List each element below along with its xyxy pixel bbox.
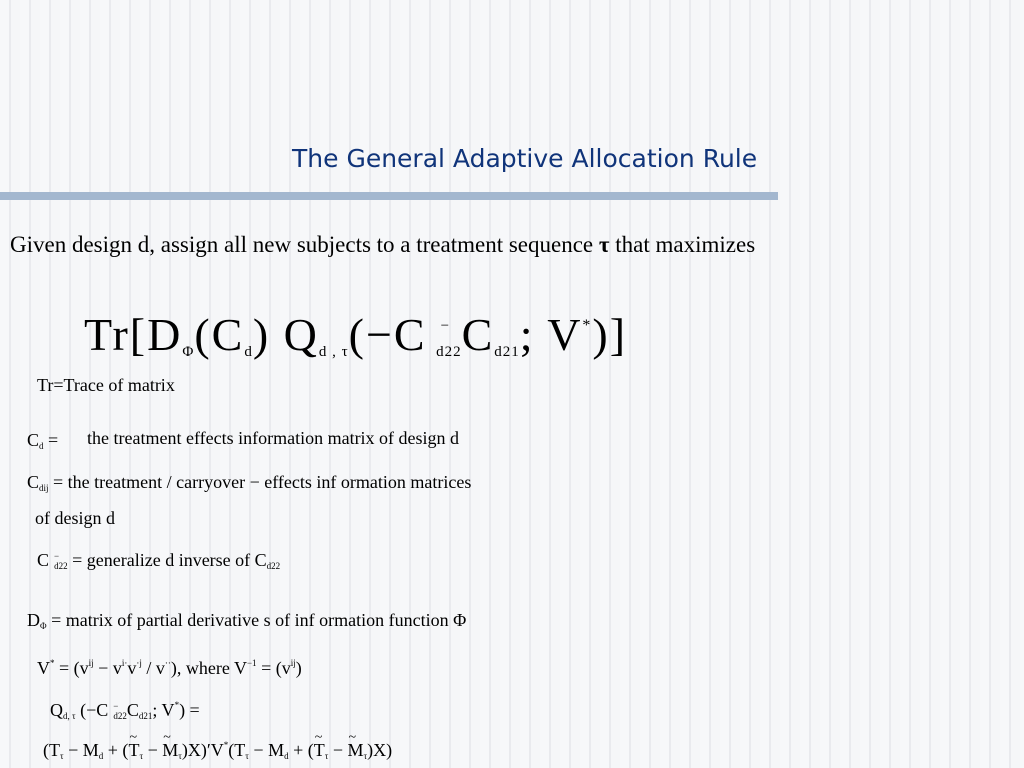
- vstar-definition: [37, 658, 302, 679]
- formula-sup: ··: [164, 658, 171, 668]
- formula-part: ) Q: [252, 309, 319, 360]
- formula-sub: d21: [494, 344, 520, 360]
- formula-part: ): [295, 658, 302, 678]
- formula-sub: d, τ: [63, 711, 76, 721]
- cd-symbol: [27, 430, 58, 451]
- intro-text-before: Given design d, assign all new subjects to a treatment sequence: [10, 232, 599, 257]
- sub-d22: d22: [54, 561, 68, 571]
- formula-sub: τ: [245, 751, 249, 761]
- formula-part: / v: [141, 658, 165, 678]
- equals-sign: =: [43, 430, 59, 450]
- formula-sup: ·j: [136, 658, 142, 668]
- formula-part: ; V: [152, 700, 175, 720]
- formula-sup: *: [223, 740, 229, 750]
- m-tilde: ~ M: [162, 740, 178, 761]
- formula-part: (−C: [348, 309, 427, 360]
- formula-part: (C: [194, 309, 245, 360]
- formula-part: V: [37, 658, 50, 678]
- formula-part: − M: [248, 740, 285, 760]
- formula-sub: τ: [60, 751, 64, 761]
- formula-sub: d: [244, 344, 253, 360]
- formula-part: − v: [93, 658, 122, 678]
- formula-part: (−C: [75, 700, 109, 720]
- formula-part: −: [328, 740, 348, 760]
- formula-sub: d21: [138, 711, 153, 721]
- formula-subsup: [436, 318, 462, 360]
- dphi-definition: [27, 610, 466, 631]
- definition-text: = the treatment / carryover − effects inf ormation matrices: [48, 472, 472, 492]
- formula-sub: d , τ: [318, 344, 349, 360]
- formula-sub: τ: [324, 751, 329, 761]
- formula-part: )X)′V: [181, 740, 224, 760]
- formula-subsup: [113, 701, 127, 721]
- formula-sub: Φ: [182, 344, 195, 360]
- formula-part: )X): [367, 740, 393, 760]
- generalized-inverse-definition: [37, 550, 280, 571]
- formula-part: ), where V: [170, 658, 247, 678]
- sub-d: d: [39, 441, 44, 451]
- formula-part: = (v: [54, 658, 89, 678]
- formula-sub: d22: [436, 344, 462, 360]
- formula-part: ; V: [519, 309, 583, 360]
- formula-part: + (: [288, 740, 314, 760]
- formula-sub: d: [98, 751, 104, 761]
- formula-sup: −1: [246, 658, 257, 668]
- symbol-d: D: [27, 610, 40, 630]
- formula-sub: τ: [178, 751, 182, 761]
- symbol-c: C: [27, 430, 40, 450]
- formula-part: v: [127, 658, 137, 678]
- formula-sup: ij: [290, 658, 296, 668]
- formula-part: C: [126, 700, 139, 720]
- formula-part: Tr[D: [84, 309, 183, 360]
- formula-sup: −: [113, 701, 119, 711]
- m-tilde: ~ M: [348, 740, 364, 761]
- symbol-c: C: [37, 550, 50, 570]
- formula-part: (T: [43, 740, 60, 760]
- formula-sub: d: [284, 751, 289, 761]
- formula-sub: τ: [363, 751, 368, 761]
- title-underline: [0, 192, 778, 200]
- q-expansion-formula: [43, 740, 392, 761]
- formula-part: Q: [50, 700, 63, 720]
- formula-part: = (v: [256, 658, 291, 678]
- formula-sub: τ: [139, 751, 144, 761]
- trace-definition: Tr=Trace of matrix: [37, 375, 175, 395]
- cd-definition: the treatment effects information matrix of design d: [87, 428, 460, 448]
- formula-part: + (: [103, 740, 129, 760]
- sub-d22: d22: [266, 561, 281, 571]
- sub-phi: Φ: [40, 621, 47, 631]
- symbol-c: C: [27, 472, 40, 492]
- cdij-definition-cont: of design d: [35, 508, 115, 528]
- t-tilde: ~ T: [128, 740, 139, 761]
- formula-part: − M: [63, 740, 99, 760]
- t-tilde: ~ T: [314, 740, 325, 761]
- formula-sup: ij: [88, 658, 94, 668]
- slide-title: The General Adaptive Allocation Rule: [292, 144, 758, 173]
- formula-part: ) =: [179, 700, 200, 720]
- formula-sup: *: [174, 700, 180, 710]
- intro-text-after: that maximizes: [609, 232, 756, 257]
- formula-sup: i·: [121, 658, 128, 668]
- criterion-formula: [84, 308, 627, 361]
- formula-part: −: [143, 740, 163, 760]
- tau-symbol: τ: [598, 232, 610, 257]
- cdij-definition: [27, 472, 471, 493]
- sup-minus: −: [54, 551, 60, 561]
- formula-part: (T: [228, 740, 246, 760]
- formula-sup: −: [440, 318, 451, 334]
- formula-sup: *: [50, 658, 55, 668]
- definition-text: = matrix of partial derivative s of inf ormation function Φ: [46, 610, 467, 630]
- formula-part: C: [461, 309, 495, 360]
- intro-sentence: [10, 232, 755, 258]
- sub-dij: dij: [39, 483, 49, 493]
- subsup: [54, 551, 68, 571]
- formula-part: )]: [592, 309, 628, 360]
- q-formula: [50, 700, 200, 721]
- definition-text: = generalize d inverse of C: [67, 550, 267, 570]
- formula-sub: d22: [113, 711, 127, 721]
- formula-sup: *: [582, 317, 593, 334]
